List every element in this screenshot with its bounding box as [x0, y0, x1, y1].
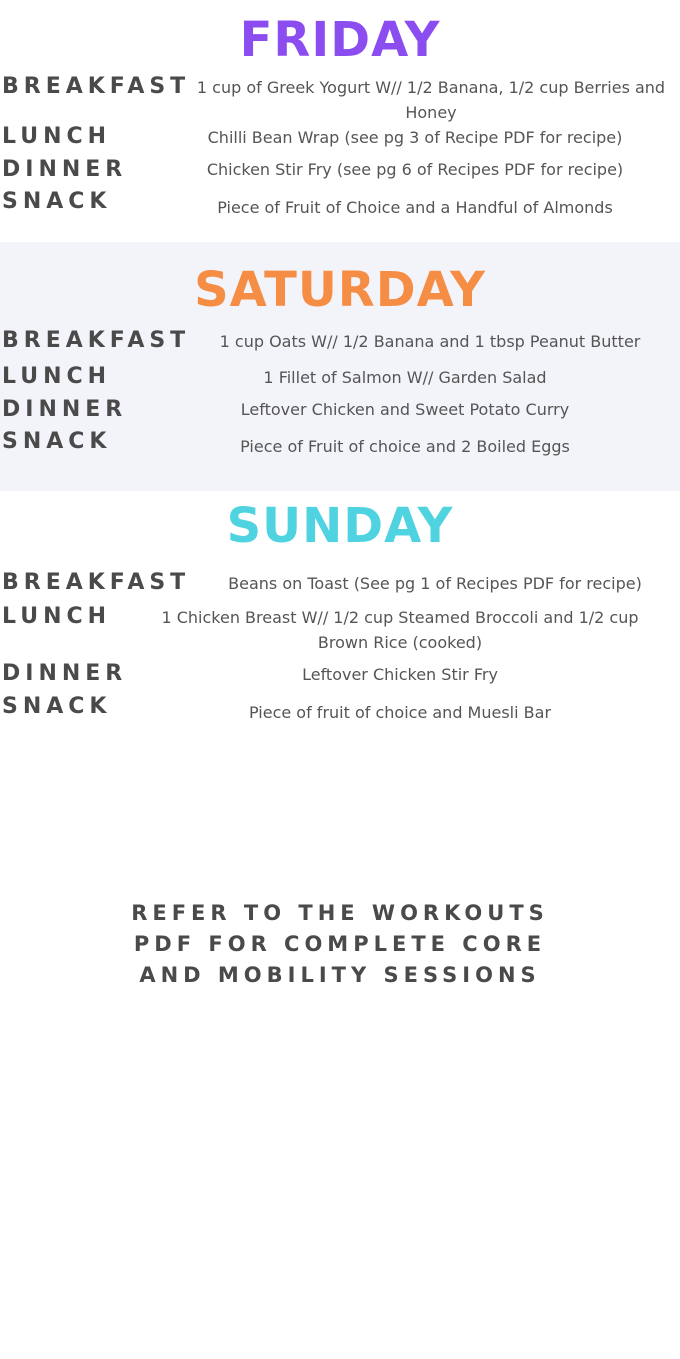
saturday-title: SATURDAY: [194, 262, 486, 318]
sunday-title: SUNDAY: [226, 498, 454, 554]
saturday-dinner-label: DINNER: [2, 397, 128, 422]
friday-dinner-label: DINNER: [2, 157, 128, 182]
friday-title: FRIDAY: [239, 12, 441, 68]
sunday-lunch-label: LUNCH: [2, 604, 112, 629]
sunday-breakfast-text: Beans on Toast (See pg 1 of Recipes PDF for recipe): [228, 574, 642, 593]
sunday-lunch-text: 1 Chicken Breast W// 1/2 cup Steamed Broccoli and 1/2 cup Brown Rice (cooked): [161, 608, 639, 652]
saturday-lunch-label: LUNCH: [2, 364, 112, 389]
saturday-lunch-text: 1 Fillet of Salmon W// Garden Salad: [263, 368, 547, 387]
sunday-snack-label: SNACK: [2, 694, 112, 719]
friday-lunch-text: Chilli Bean Wrap (see pg 3 of Recipe PDF for recipe): [207, 128, 623, 147]
saturday-snack-label: SNACK: [2, 429, 112, 454]
sunday-snack-text: Piece of fruit of choice and Muesli Bar: [248, 703, 552, 722]
saturday-breakfast-label: BREAKFAST: [2, 328, 191, 353]
friday-snack-text: Piece of Fruit of Choice and a Handful of Almonds: [217, 198, 613, 217]
friday-breakfast-label: BREAKFAST: [2, 74, 191, 99]
saturday-dinner-text: Leftover Chicken and Sweet Potato Curry: [240, 400, 570, 419]
workouts-reference-note: [0, 898, 680, 991]
friday-snack-label: SNACK: [2, 189, 112, 214]
sunday-dinner-label: DINNER: [2, 661, 128, 686]
saturday-breakfast-text: 1 cup Oats W// 1/2 Banana and 1 tbsp Peanut Butter: [219, 332, 641, 351]
note-line-2: PDF FOR COMPLETE CORE: [133, 932, 547, 956]
sunday-breakfast-label: BREAKFAST: [2, 570, 191, 595]
note-line-1: REFER TO THE WORKOUTS: [131, 901, 549, 925]
saturday-snack-text: Piece of Fruit of choice and 2 Boiled Eggs: [240, 437, 570, 456]
friday-lunch-label: LUNCH: [2, 124, 112, 149]
sunday-dinner-text: Leftover Chicken Stir Fry: [302, 665, 498, 684]
friday-breakfast-text: 1 cup of Greek Yogurt W// 1/2 Banana, 1/2 cup Berries and Honey: [196, 78, 666, 122]
friday-dinner-text: Chicken Stir Fry (see pg 6 of Recipes PDF for recipe): [206, 160, 624, 179]
note-line-3: AND MOBILITY SESSIONS: [139, 963, 541, 987]
